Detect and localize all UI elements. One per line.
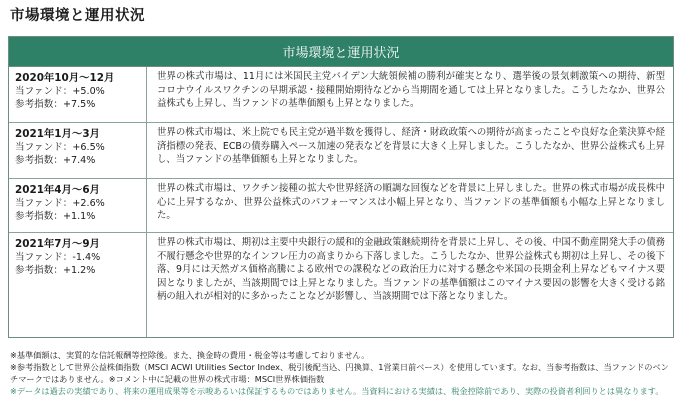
- bench-return: 参考指数：+1.2%: [15, 265, 96, 276]
- bench-return: 参考指数：+7.4%: [15, 155, 96, 166]
- commentary-text: 世界の株式市場は、ワクチン接種の拡大や世界経済の順調な回復などを背景に上昇しました。世界の株式市場が成長株中心に上昇するなか、世界公益株式のパフォーマンスは小幅上昇となり、当ファンドの基準価額も小幅な上昇となりました。: [157, 183, 665, 221]
- fund-return: 当ファンド：+5.0%: [15, 86, 105, 97]
- page-title: 市場環境と運用状況: [10, 8, 145, 24]
- bench-return: 参考指数：+7.5%: [15, 99, 96, 110]
- table-header: 市場環境と運用状況: [9, 37, 673, 67]
- table-row: [9, 67, 673, 123]
- fund-return: 当ファンド：-1.4%: [15, 252, 101, 263]
- footnote: ※基準価額は、実質的な信託報酬等控除後。また、換金時の費用・税金等は考慮しておりません。: [10, 350, 370, 360]
- commentary-text: 世界の株式市場は、11月には米国民主党バイデン大統領候補の勝利が確実となり、選挙後の景気刺激策への期待、新型コロナウイルスワクチンの早期承認・接種開始期待などから当期間を通しては上昇となりました。こうしたなか、世界公益株式も上昇し、当ファンドの基準価額も上昇となりました。: [157, 71, 665, 109]
- commentary-text: 世界の株式市場は、米上院でも民主党が過半数を獲得し、経済・財政政策への期待が高まったことや良好な企業決算や経済指標の発表、ECBの債券購入ペース加速の発表などを背景に大きく上昇しました。こうしたなか、世界公益株式も上昇し、当ファンドの基準価額も上昇となりました。: [157, 127, 665, 165]
- table-row: [9, 123, 673, 179]
- fund-return: 当ファンド：+6.5%: [15, 142, 105, 153]
- footnotes: [10, 349, 674, 397]
- table-row: [9, 233, 673, 337]
- period-cell: [9, 233, 147, 337]
- period-cell: [9, 123, 147, 178]
- period-label: 2020年10月～12月: [15, 72, 115, 84]
- bench-return: 参考指数：+1.1%: [15, 211, 96, 222]
- period-cell: [9, 179, 147, 232]
- commentary-text: 世界の株式市場は、期初は主要中央銀行の緩和的金融政策継続期待を背景に上昇し、その後、中国不動産開発大手の債務不履行懸念や世界的なインフレ圧力の高まりから下落しました。こうしたなか、世界公益株式も期初は上昇し、その後下落、9月には天然ガス価格高騰による欧州での課税などの政治圧力に対する懸念や米国の長期金利上昇などもマイナス要因となりましたが、当該期間では上昇となりました。当ファンドの基準価額はこのマイナス要因の影響を大きく受ける銘柄の組入れが相対的に多かったことなどが影響し、当該期間では下落となりました。: [157, 237, 665, 302]
- market-table: [8, 36, 674, 338]
- period-cell: [9, 67, 147, 122]
- period-label: 2021年4月～6月: [15, 184, 100, 196]
- footnote: ※参考指数として世界公益株価指数（MSCI ACWI Utilities Sector Index、税引後配当込、円換算、1営業日前ベース）を使用しています。なお、当参考指数は、当ファンドのベンチマークではありません。※コメント中に記載の世界の株式市場：MSCI世界株価指数: [10, 362, 669, 384]
- fund-return: 当ファンド：+2.6%: [15, 198, 105, 209]
- period-label: 2021年7月～9月: [15, 238, 100, 250]
- table-row: [9, 179, 673, 233]
- period-label: 2021年1月～3月: [15, 128, 100, 140]
- footnote-disclaimer: ※データは過去の実績であり、将来の運用成果等を示唆あるいは保証するものではありません。当資料における実績は、税金控除前であり、実際の投資者利回りとは異なります。: [10, 386, 664, 396]
